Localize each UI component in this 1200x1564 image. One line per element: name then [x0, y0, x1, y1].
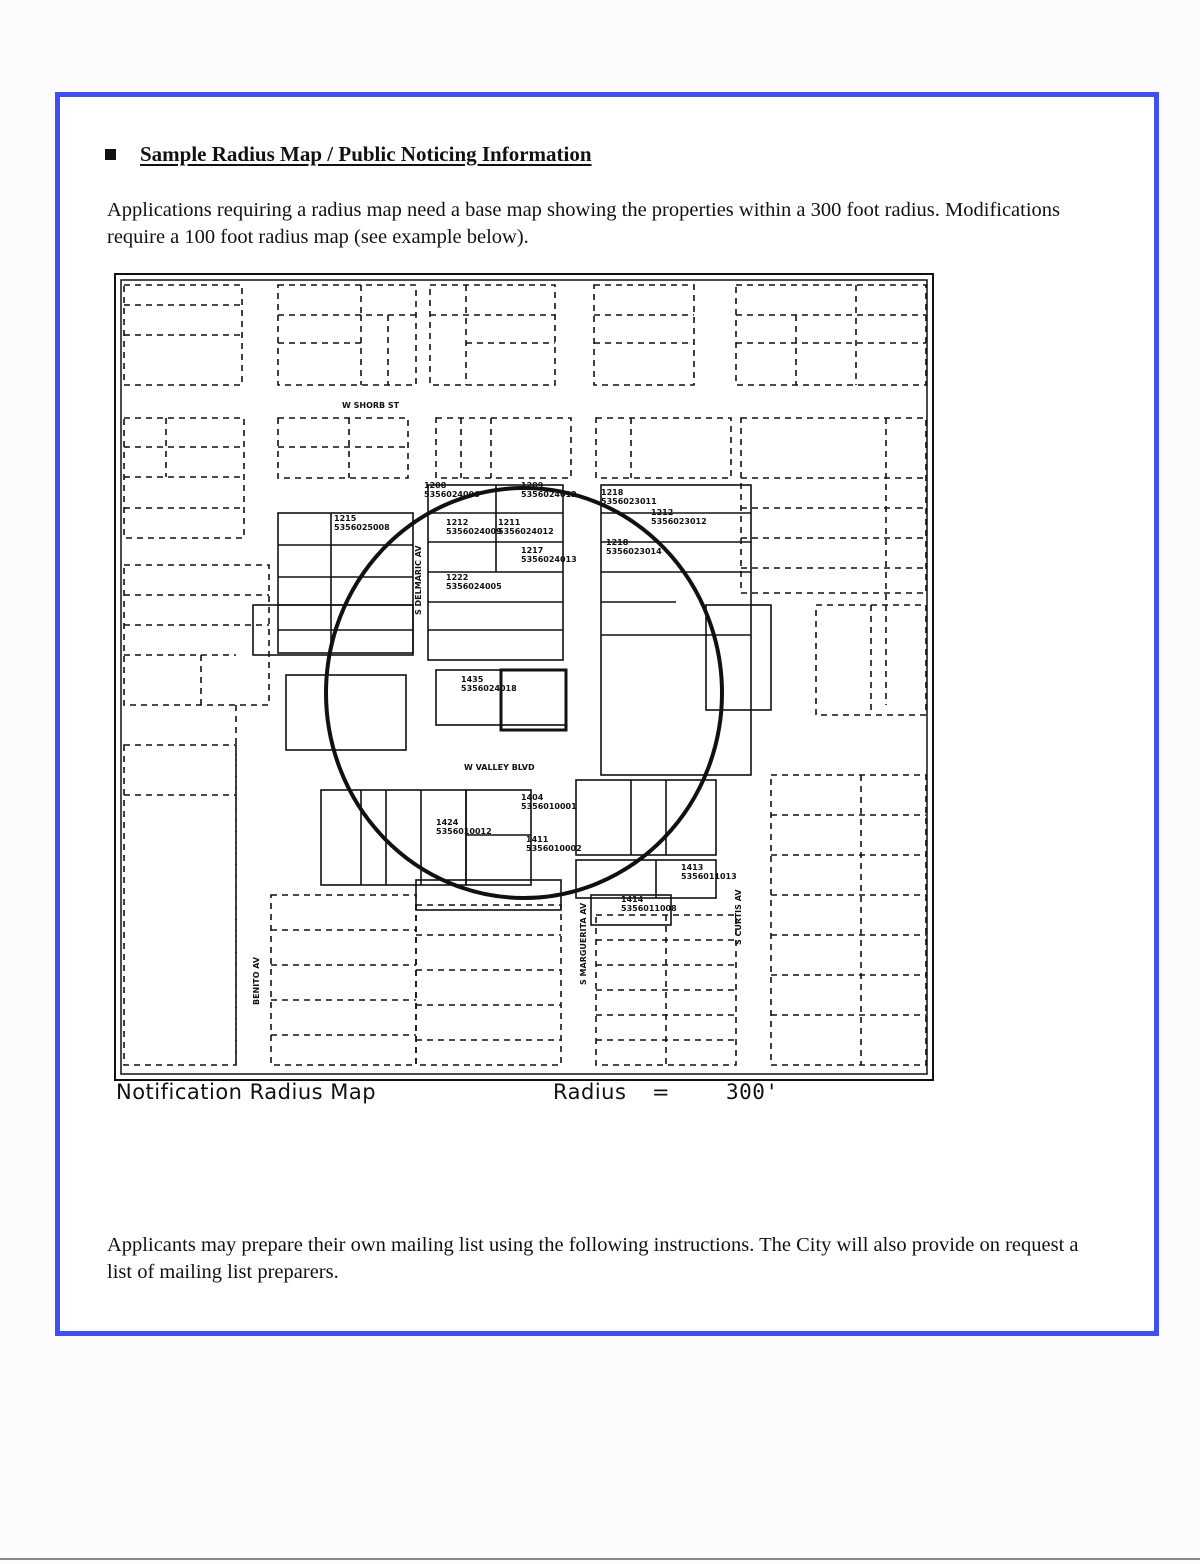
svg-text:5356023014: 5356023014 — [606, 547, 662, 556]
svg-text:5356011013: 5356011013 — [681, 872, 737, 881]
svg-text:W VALLEY BLVD: W VALLEY BLVD — [464, 763, 535, 772]
svg-text:1413: 1413 — [681, 863, 704, 872]
page-bottom-rule — [0, 1558, 1200, 1560]
svg-text:5356024012: 5356024012 — [498, 527, 554, 536]
map-drawing — [116, 275, 932, 1079]
heading-text: Sample Radius Map / Public Noticing Information — [140, 142, 592, 166]
svg-text:1411: 1411 — [526, 835, 549, 844]
section-heading — [105, 142, 592, 167]
svg-text:5356024018: 5356024018 — [461, 684, 517, 693]
map-caption-title: Notification Radius Map — [116, 1080, 377, 1104]
intro-paragraph: Applications requiring a radius map need a base map showing the properties within a 300 foot radius. Modifications require a 100 foot radius map (see example below). — [107, 199, 1061, 248]
svg-text:5356010002: 5356010002 — [526, 844, 582, 853]
closing-paragraph: Applicants may prepare their own mailing list using the following instructions. The City will also provide on request a list of mailing list preparers. — [107, 1234, 1079, 1283]
svg-text:5356024005: 5356024005 — [446, 582, 502, 591]
svg-text:1208: 1208 — [424, 481, 447, 490]
svg-text:1212: 1212 — [651, 508, 674, 517]
svg-text:5356010001: 5356010001 — [521, 802, 577, 811]
svg-text:5356011008: 5356011008 — [621, 904, 677, 913]
radius-value: 300' — [726, 1080, 779, 1104]
svg-text:5356023012: 5356023012 — [651, 517, 707, 526]
svg-text:5356024009: 5356024009 — [446, 527, 502, 536]
svg-text:W SHORB ST: W SHORB ST — [342, 401, 400, 410]
svg-text:1211: 1211 — [498, 518, 521, 527]
square-bullet-icon — [105, 149, 116, 160]
svg-text:1218: 1218 — [606, 538, 629, 547]
svg-text:1404: 1404 — [521, 793, 544, 802]
svg-text:BENITO AV: BENITO AV — [252, 956, 261, 1005]
radius-map — [114, 273, 934, 1081]
svg-text:1435: 1435 — [461, 675, 484, 684]
svg-text:S MARGUERITA AV: S MARGUERITA AV — [579, 902, 588, 985]
radius-label: Radius — [553, 1080, 627, 1104]
svg-text:5356024012: 5356024012 — [521, 490, 577, 499]
radius-equals: = — [652, 1080, 671, 1104]
svg-text:5356024006: 5356024006 — [424, 490, 480, 499]
svg-text:S DELMARIC AV: S DELMARIC AV — [414, 545, 423, 615]
svg-text:1212: 1212 — [446, 518, 469, 527]
svg-text:1218: 1218 — [601, 488, 624, 497]
svg-text:1215: 1215 — [334, 514, 357, 523]
svg-text:5356023011: 5356023011 — [601, 497, 657, 506]
svg-text:1414: 1414 — [621, 895, 644, 904]
svg-text:5356010012: 5356010012 — [436, 827, 492, 836]
svg-text:5356025008: 5356025008 — [334, 523, 390, 532]
svg-text:1217: 1217 — [521, 546, 544, 555]
svg-text:S CURTIS AV: S CURTIS AV — [734, 889, 743, 945]
svg-text:1424: 1424 — [436, 818, 459, 827]
svg-text:1222: 1222 — [446, 573, 469, 582]
svg-text:5356024013: 5356024013 — [521, 555, 577, 564]
svg-text:1209: 1209 — [521, 481, 544, 490]
